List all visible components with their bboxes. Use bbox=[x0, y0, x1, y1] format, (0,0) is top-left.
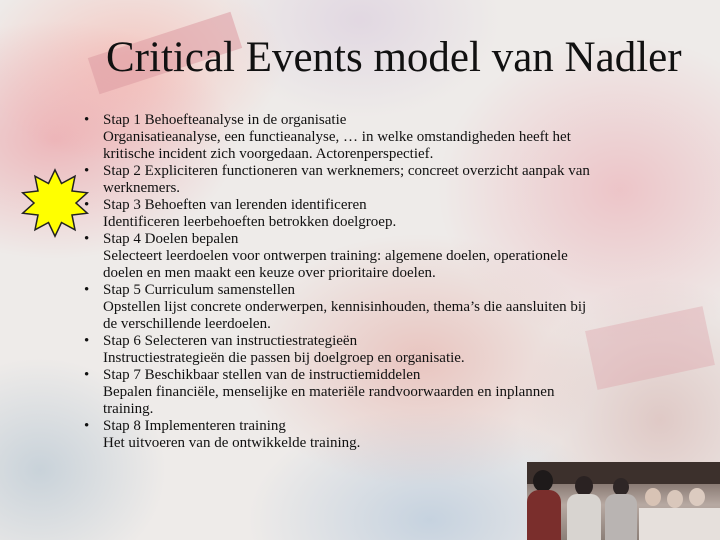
bullet-list bbox=[84, 112, 694, 452]
step-heading: Stap 5 Curriculum samenstellen bbox=[103, 282, 296, 298]
starburst-icon bbox=[19, 159, 91, 247]
step-heading: Stap 1 Behoefteanalyse in de organisatie bbox=[103, 112, 347, 128]
slide-title: Critical Events model van Nadler bbox=[106, 34, 682, 81]
step-description: Identificeren leerbehoeften betrokken doelgroep. bbox=[103, 214, 397, 230]
bullet-item bbox=[84, 231, 694, 282]
step-description: doelen en men maakt een keuze over prioritaire doelen. bbox=[103, 265, 436, 281]
step-heading: Stap 3 Behoeften van lerenden identificeren bbox=[103, 197, 367, 213]
bullet-item bbox=[84, 112, 694, 163]
step-heading: Stap 8 Implementeren training bbox=[103, 418, 286, 434]
bullet-item bbox=[84, 163, 694, 197]
bullet-marker: • bbox=[84, 367, 90, 383]
step-description: training. bbox=[103, 401, 154, 417]
step-description: Selecteert leerdoelen voor ontwerpen training: algemene doelen, operationele bbox=[103, 248, 568, 264]
step-description: Bepalen financiële, menselijke en materiële randvoorwaarden en inplannen bbox=[103, 384, 555, 400]
step-description: kritische incident zich voorgedaan. Actorenperspectief. bbox=[103, 146, 434, 162]
bullet-marker: • bbox=[84, 163, 90, 179]
bullet-item bbox=[84, 282, 694, 333]
bullet-item bbox=[84, 418, 694, 452]
bullet-marker: • bbox=[84, 112, 90, 128]
step-description: Opstellen lijst concrete onderwerpen, kennisinhouden, thema’s die aansluiten bij bbox=[103, 299, 587, 315]
bullet-item bbox=[84, 333, 694, 367]
step-heading: Stap 2 Expliciteren functioneren van werknemers; concreet overzicht aanpak van bbox=[103, 163, 590, 179]
bullet-marker: • bbox=[84, 333, 90, 349]
step-description: werknemers. bbox=[103, 180, 181, 196]
bullet-marker: • bbox=[84, 418, 90, 434]
bullet-item bbox=[84, 197, 694, 231]
classroom-photo bbox=[527, 462, 720, 540]
step-heading: Stap 6 Selecteren van instructiestrategieën bbox=[103, 333, 358, 349]
step-description: de verschillende leerdoelen. bbox=[103, 316, 271, 332]
step-description: Organisatieanalyse, een functieanalyse, … in welke omstandigheden heeft het bbox=[103, 129, 571, 145]
step-description: Instructiestrategieën die passen bij doelgroep en organisatie. bbox=[103, 350, 465, 366]
step-description: Het uitvoeren van de ontwikkelde training. bbox=[103, 435, 361, 451]
step-heading: Stap 7 Beschikbaar stellen van de instructiemiddelen bbox=[103, 367, 421, 383]
bullet-marker: • bbox=[84, 282, 90, 298]
step-heading: Stap 4 Doelen bepalen bbox=[103, 231, 239, 247]
bullet-marker: • bbox=[84, 197, 90, 213]
bullet-item bbox=[84, 367, 694, 418]
bullet-marker: • bbox=[84, 231, 90, 247]
